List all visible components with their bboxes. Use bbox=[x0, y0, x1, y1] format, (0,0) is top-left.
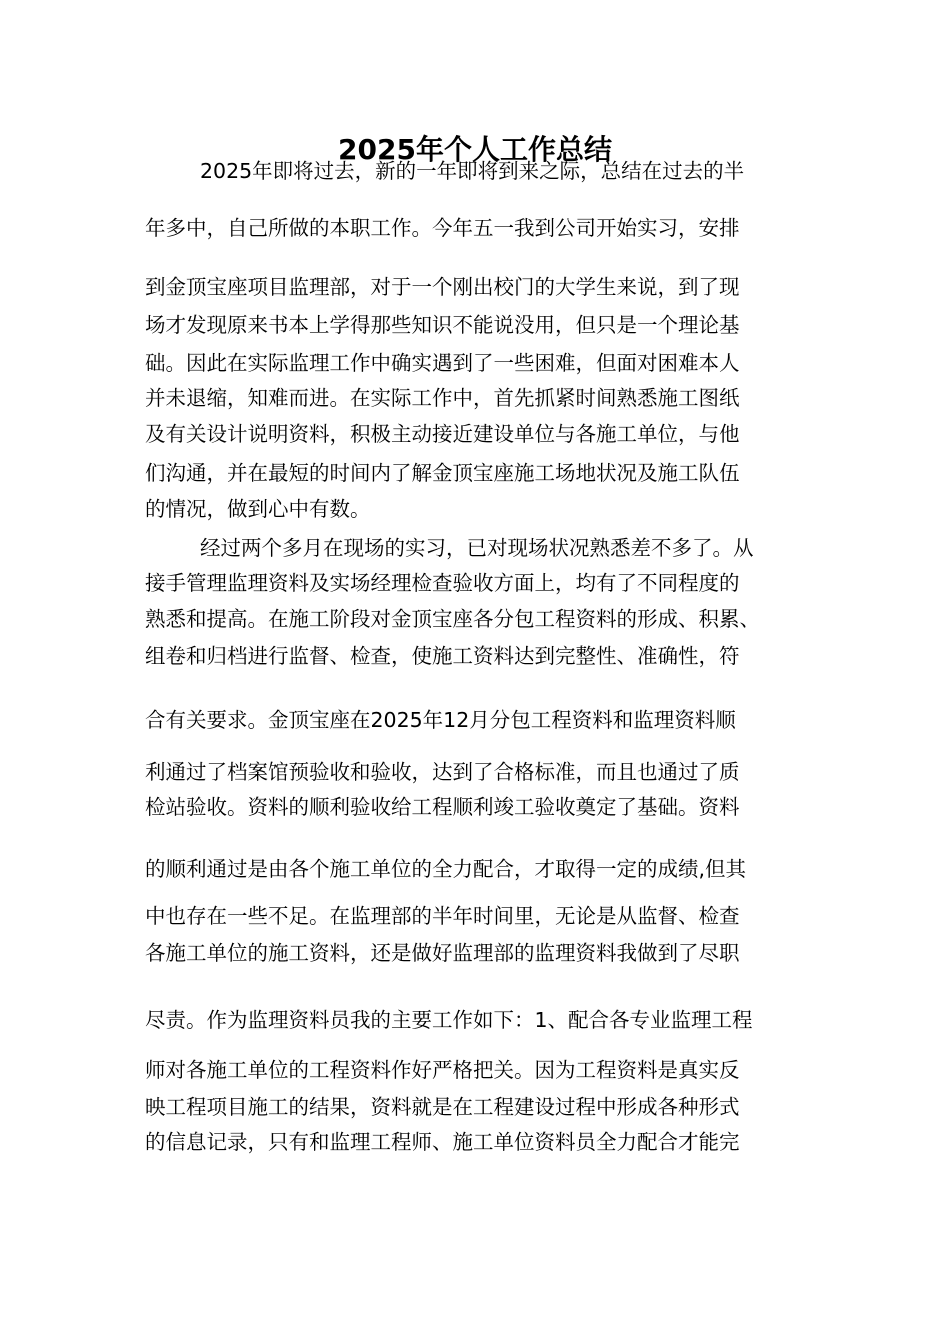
text-line-19: 各施工单位的施工资料，还是做好监理部的监理资料我做到了尽职 bbox=[145, 941, 740, 965]
text-line-20: 尽责。作为监理资料员我的主要工作如下：1、配合各专业监理工程 bbox=[145, 1008, 753, 1032]
text-line-7: 及有关设计说明资料，积极主动接近建设单位与各施工单位，与他 bbox=[145, 422, 740, 446]
text-line-21: 师对各施工单位的工程资料作好严格把关。因为工程资料是真实反 bbox=[145, 1058, 740, 1082]
text-line-15: 利通过了档案馆预验收和验收，达到了合格标准，而且也通过了质 bbox=[145, 760, 740, 784]
text-line-23: 的信息记录，只有和监理工程师、施工单位资料员全力配合才能完 bbox=[145, 1130, 740, 1154]
text-line-1: 2025年即将过去，新的一年即将到来之际，总结在过去的半 bbox=[200, 159, 745, 183]
text-line-13: 组卷和归档进行监督、检查，使施工资料达到完整性、准确性，符 bbox=[145, 644, 740, 668]
text-line-6: 并未退缩，知难而进。在实际工作中，首先抓紧时间熟悉施工图纸 bbox=[145, 386, 740, 410]
text-line-11: 接手管理监理资料及实场经理检查验收方面上，均有了不同程度的 bbox=[145, 571, 740, 595]
text-line-16: 检站验收。资料的顺利验收给工程顺利竣工验收奠定了基础。资料 bbox=[145, 795, 740, 819]
text-line-17: 的顺利通过是由各个施工单位的全力配合，才取得一定的成绩,但其 bbox=[145, 857, 747, 881]
text-line-9: 的情况，做到心中有数。 bbox=[145, 497, 371, 521]
text-line-5: 础。因此在实际监理工作中确实遇到了一些困难，但面对困难本人 bbox=[145, 351, 740, 375]
text-line-14: 合有关要求。金顶宝座在2025年12月分包工程资料和监理资料顺 bbox=[145, 708, 736, 732]
text-line-22: 映工程项目施工的结果，资料就是在工程建设过程中形成各种形式 bbox=[145, 1095, 740, 1119]
text-line-18: 中也存在一些不足。在监理部的半年时间里，无论是从监督、检查 bbox=[145, 904, 740, 928]
text-line-8: 们沟通，并在最短的时间内了解金顶宝座施工场地状况及施工队伍 bbox=[145, 461, 740, 485]
text-line-4: 场才发现原来书本上学得那些知识不能说没用，但只是一个理论基 bbox=[145, 313, 740, 337]
text-line-2: 年多中，自己所做的本职工作。今年五一我到公司开始实习，安排 bbox=[145, 216, 740, 240]
text-line-12: 熟悉和提高。在施工阶段对金顶宝座各分包工程资料的形成、积累、 bbox=[145, 607, 760, 631]
document-title: 2025年个人工作总结 bbox=[338, 133, 612, 166]
text-line-10: 经过两个多月在现场的实习，已对现场状况熟悉差不多了。从 bbox=[200, 536, 754, 560]
text-line-3: 到金顶宝座项目监理部，对于一个刚出校门的大学生来说，到了现 bbox=[145, 275, 740, 299]
